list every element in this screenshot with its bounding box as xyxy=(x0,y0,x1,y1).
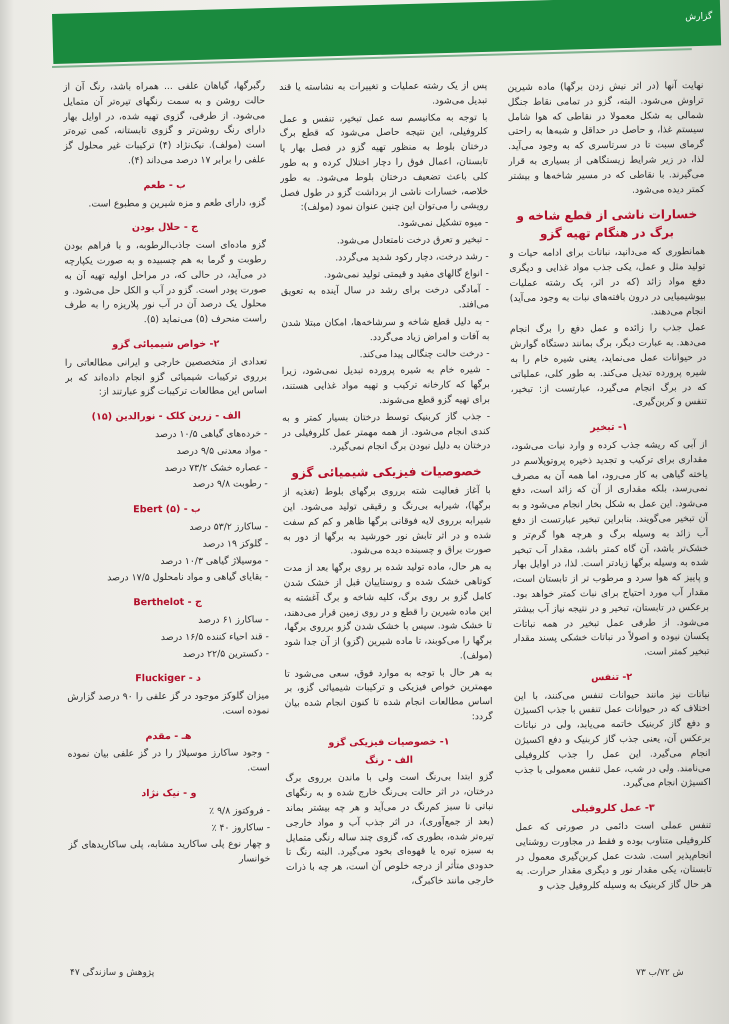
paragraph: گزو، دارای طعم و مزه شیرین و مطبوع است. xyxy=(88,196,266,210)
list-item: - تبخیر و تعرق درخت نامتعادل می‌شود. xyxy=(336,234,489,247)
list-item: - بقایای گیاهی و مواد نامحلول ۱۷/۵ درصد xyxy=(107,571,269,584)
subheading: ۲- خواص شیمیائی گزو xyxy=(112,338,220,351)
subheading: ج - حلال بودن xyxy=(131,222,199,234)
list-item: - میوه تشکیل نمی‌شود. xyxy=(397,217,489,230)
paragraph: از آبی که ریشه جذب کرده و وارد نبات می‌شود، مقداری برای ترکیب و تجدید ذخیره پروتوپلاسم در یاخته گیاهی به کار می‌رود، اما همه آن به مصرف نمی‌رسد، بلکه مقداری از آن که زائد است، دفع می‌شود. این عمل به شکل بخار انجام می‌شود و به آن تبخیر می‌گویند. بنابراین تبخیر عبارتست از دفع آب زائد به وسیله برگ و هرچه هوا گرم‌تر و خشک‌تر باشد، آن گاه کمتر باشد، مقدار آب تبخیر شده به وسیله برگها زیادتر است. لذا، در اوایل بهار و پاییز که هوا سرد و مرطوب تر از تابستان است، مقدار آب مورد احتیاج برای نبات کمتر خواهد بود. برعکس در تابستان، تبخیر و در نتیجه نیاز آب بیشتر می‌شود. از طرفی عمل تبخیر در همه نباتات یکسان نبوده و اصولاً در نباتات خشکی پسند مقدار تبخیر کمتر است. xyxy=(511,438,710,658)
paragraph: نباتات نیز مانند حیوانات تنفس می‌کنند، با این اختلاف که در حیوانات عمل تنفس با جذب اکسیژن و دفع گاز کربنیک خاتمه می‌یابد، ولی در نباتات برعکس آن، یعنی جذب گاز کربنیک و دفع اکسیژن انجام می‌گیرد. این عمل را جذب کلروفیلی می‌نامند. ولی در شب، عمل تنفس معمولی با جذب اکسیژن انجام می‌گیرد. xyxy=(513,688,711,790)
list-item: - دکسترین ۲۲/۵ درصد xyxy=(182,647,269,660)
section-label: گزارش xyxy=(685,11,713,23)
paragraph: میزان گلوکز موجود در گز علفی را ۹۰ درصد گزارش نموده است. xyxy=(67,690,270,717)
column-right xyxy=(507,79,712,961)
paragraph: عمل جذب را زائده و عمل دفع را برگ انجام می‌دهد. به عبارت دیگر، برگ بمانند دستگاه گوارش در حیوانات عمل می‌نماید، یعنی شیره خام را به شیره پرورده تبدیل می‌کند. به طور کلی، عملیاتی که در برگ انجام می‌گیرد، عبارتست از: تبخیر، تنفس و کربن‌گیری. xyxy=(509,322,707,409)
paragraph: پس از یک رشته عملیات و تغییرات به نشاسته یا قند تبدیل می‌شود. xyxy=(279,80,488,107)
column-middle xyxy=(279,79,495,961)
subheading: ب - طعم xyxy=(143,179,186,191)
list-item: - انواع گالهای مفید و قیمتی تولید نمی‌شود. xyxy=(323,267,489,281)
paragraph: - وجود ساکارز موسیلاژ را در گز علفی بیان نموده است. xyxy=(67,747,270,774)
paragraph: نهایت آنها (در اثر نیش زدن برگها) ماده شیرین تراوش می‌شود. البته، گزو در تمامی نقاط جنگل شمالی به شکل معمولا در نقاطی که هوا شامل سیستم غذا، و حاصل در حداقل و شبه‌ها به راحتی گرمای سبت تا در سرتاسری که به وجود می‌آید. لذا، در زیر شرایط زیستگاهی از بسیاری به قرار می‌گیرند. با نقاطی که در مسیر شاخه‌ها و بیشتر کمتر دیده می‌شود. xyxy=(507,79,705,196)
source-heading: و - نیک نژاد xyxy=(141,787,197,800)
list-item: - گلوکز ۱۹ درصد xyxy=(202,538,269,550)
subheading: ۲- تنفس xyxy=(590,671,633,684)
paragraph: به هر حال با توجه به موارد فوق، سعی می‌شود تا مهمترین خواص فیزیکی و ترکیبات شیمیائی گزو، بر اساس مطالعات انجام شده تا کنون انجام شده بیان گردد: xyxy=(284,666,493,723)
list-item: - ساکارز ۶۱ درصد xyxy=(198,614,269,626)
list-item: - موسیلاژ گیاهی ۱۰/۳ درصد xyxy=(160,554,269,567)
subheading: الف - رنگ xyxy=(365,754,414,766)
list-item: - ساکاروز ۴۰ ٪ xyxy=(211,821,271,834)
source-heading: هـ - مقدم xyxy=(145,730,192,742)
list-item: - رشد درخت، دچار رکود شدید می‌گردد. xyxy=(335,250,489,264)
paragraph: به هر حال، ماده تولید شده بر روی برگها بعد از مدت کوتاهی خشک شده و روستاییان قبل از خشک شدن کامل گزو بر روی برگ، کلیه شاخه و برگ آغشته به این ماده شیرین را قطع و در روی زمین قرار می‌دهند، تا خشک شود. سپس با خشک شدن گزو برروی برگها، برگها را می‌کوبند، تا ماده شیرین (گزو) از آن جدا شود (مولف). xyxy=(283,561,493,662)
list-item: - رطوبت ۹/۸ درصد xyxy=(192,478,268,491)
source-heading: د - Fluckiger xyxy=(135,673,202,685)
list-item: - مواد معدنی ۹/۵ درصد xyxy=(176,445,268,457)
page-folio-left: پژوهش و سازندگی ۴۷ xyxy=(70,968,155,978)
list-item: و چهار نوع پلی ساکارید مشابه، پلی ساکاریدهای گز خوانسار xyxy=(68,838,271,865)
subheading: ۳- عمل کلروفیلی xyxy=(571,802,655,815)
subheading: ۱- خصوصیات فیزیکی گزو xyxy=(328,736,450,749)
list-item: - آمادگی درخت برای رشد در سال آینده به تعویق می‌افتد. xyxy=(280,284,490,311)
section-heading: خصوصیات فیزیکی شیمیائی گزو xyxy=(291,464,482,480)
paragraph: با آغاز فعالیت شته برروی برگهای بلوط (تغذیه از برگها)، شیرابه بی‌رنگ و رقیقی تولید می‌شود. این شیرابه برروی لایه فوقانی برگها ظاهر و کم کم سفت شده و در اثر تابش نور خورشید به برگها از دور به صورت براق و چسبنده دیده می‌شود. xyxy=(282,485,492,557)
header-green-banner xyxy=(52,0,721,64)
list-item: - خرده‌های گیاهی ۱۰/۵ درصد xyxy=(155,428,268,441)
source-heading: ب - Ebert (۵) xyxy=(133,503,201,516)
list-item: - درخت حالت چنگالی پیدا می‌کند. xyxy=(359,347,490,360)
paragraph: گزو ابتدا بی‌رنگ است ولی با ماندن برروی برگ درختان، در اثر حالت بی‌رنگ خارج شده و به رنگهای نباتی تا سبز کم‌رنگ در می‌آید و هر چه بیشتر بماند (بعد از جمع‌آوری)، در اثر جذب آب و مواد خارجی تیره‌تر شده، بطوری که، گزوی چند ساله رنگی متمایل به سبزه تیره یا قهوه‌ای بخود می‌گیرد. البته رنگ تا حدودی متأثر از درجه خلوص آن است، هر چه با ذرات خارجی مانند خاکبرگ، xyxy=(285,771,495,887)
paragraph: تعدادی از متخصصین خارجی و ایرانی مطالعاتی را برروی ترکیبات شیمیائی گزو انجام داده‌اند که بر اساس این مطالعات ترکیبات گزو عبارتند از: xyxy=(64,356,268,398)
paragraph: گزو ماده‌ای است جاذب‌الرطوبه، و با فراهم بودن رطوبت و گرما به هم چسبیده و به صورت یکپارچه در می‌آید، در حالی که، در مراحل اولیه تهیه آن به صورت پودر است. گزو در آب و الکل حل می‌شود. و محلول یک درصد آن در آب نور پلاریزه را به طرف راست منحرف (۵) می‌نماید (۵). xyxy=(64,239,267,326)
paragraph: تنفس عملی است دائمی در صورتی که عمل کلروفیلی متناوب بوده و فقط در مجاورت روشنایی انجام‌پذیر است. شدت عمل کربن‌گیری معمول در تابستان، یکی مقدار نور و دیگری مقدار حرارت. به هر حال گاز کربنیک به وسیله کلروفیل جذب و xyxy=(515,820,712,893)
section-heading: خسارات ناشی از قطع شاخه و برگ در هنگام تهیه گزو xyxy=(516,207,698,242)
list-item: - به دلیل قطع شاخه و سرشاخه‌ها، امکان مبتلا شدن به آفات و امراض زیاد می‌گردد. xyxy=(281,316,490,343)
page-folio-right: ش ۷۲/ب ۷۳ xyxy=(636,968,684,978)
subheading: ۱- تبخیر xyxy=(590,421,628,434)
list-item: - عصاره خشک ۷۳/۲ درصد xyxy=(164,461,268,474)
list-item: - شیره خام به شیره پرورده تبدیل نمی‌شود، زیرا برگها که کارخانه ترکیب و تهیه مواد غذایی هستند، برای تهیه گزو قطع می‌شوند. xyxy=(281,364,491,407)
paragraph: با توجه به مکانیسم سه عمل تبخیر، تنفس و عمل کلروفیلی، این نتیجه حاصل می‌شود که قطع برگ درختان بلوط به منظور تهیه گزو در فصل بهار یا تابستان، اعمال فوق را دچار اختلال کرده و به طور کلی باعث تضعیف درختان بلوط می‌شود. به طور خلاصه، خسارات ناشی از برداشت گزو در طول فصل رویشی را می‌توان این چنین عنوان نمود (مولف): xyxy=(279,111,489,214)
list-item: - فروکتوز ۹/۸ ٪ xyxy=(209,805,271,817)
column-left xyxy=(63,79,271,960)
list-item: - جذب گاز کربنیک توسط درختان بسیار کمتر و به کندی انجام می‌شود. از همه مهمتر عمل کلروفیلی در درختان به دلیل نبودن برگ انجام نمی‌گیرد. xyxy=(282,410,491,453)
source-heading: الف - زرین کلک - نورالدین (۱۵) xyxy=(91,410,241,423)
paragraph: همانطوری که می‌دانید، نباتات برای ادامه حیات و تولید مثل و عمل، یکی جذب مواد غذایی و دیگری دفع مواد زائد (که در اثر، یک رشته عملیات بیوشیمیایی در درون بافته‌های نبات به وجود می‌آید) انجام می‌دهند. xyxy=(509,246,706,318)
list-item: - ساکارز ۵۳/۲ درصد xyxy=(189,521,269,533)
source-heading: ج - Berthelot xyxy=(133,596,202,609)
list-item: - قند احیاء کننده ۱۶/۵ درصد xyxy=(160,630,269,643)
paragraph: رگبرگها، گیاهان علفی ... همراه باشد، رنگ آن از حالت روشن و به سمت رنگهای تیره‌تر آن متمایل می‌شود. از طرفی، گزوی تهیه شده، در اوایل بهار دارای رنگ روشن‌تر و گزوی تابستانه، کمی تیره‌تر است (مولف). نیک‌نژاد (۴) ترکیبات غیر محلول گز علفی را برابر ۱۷ درصد می‌داند (۴). xyxy=(62,80,266,167)
